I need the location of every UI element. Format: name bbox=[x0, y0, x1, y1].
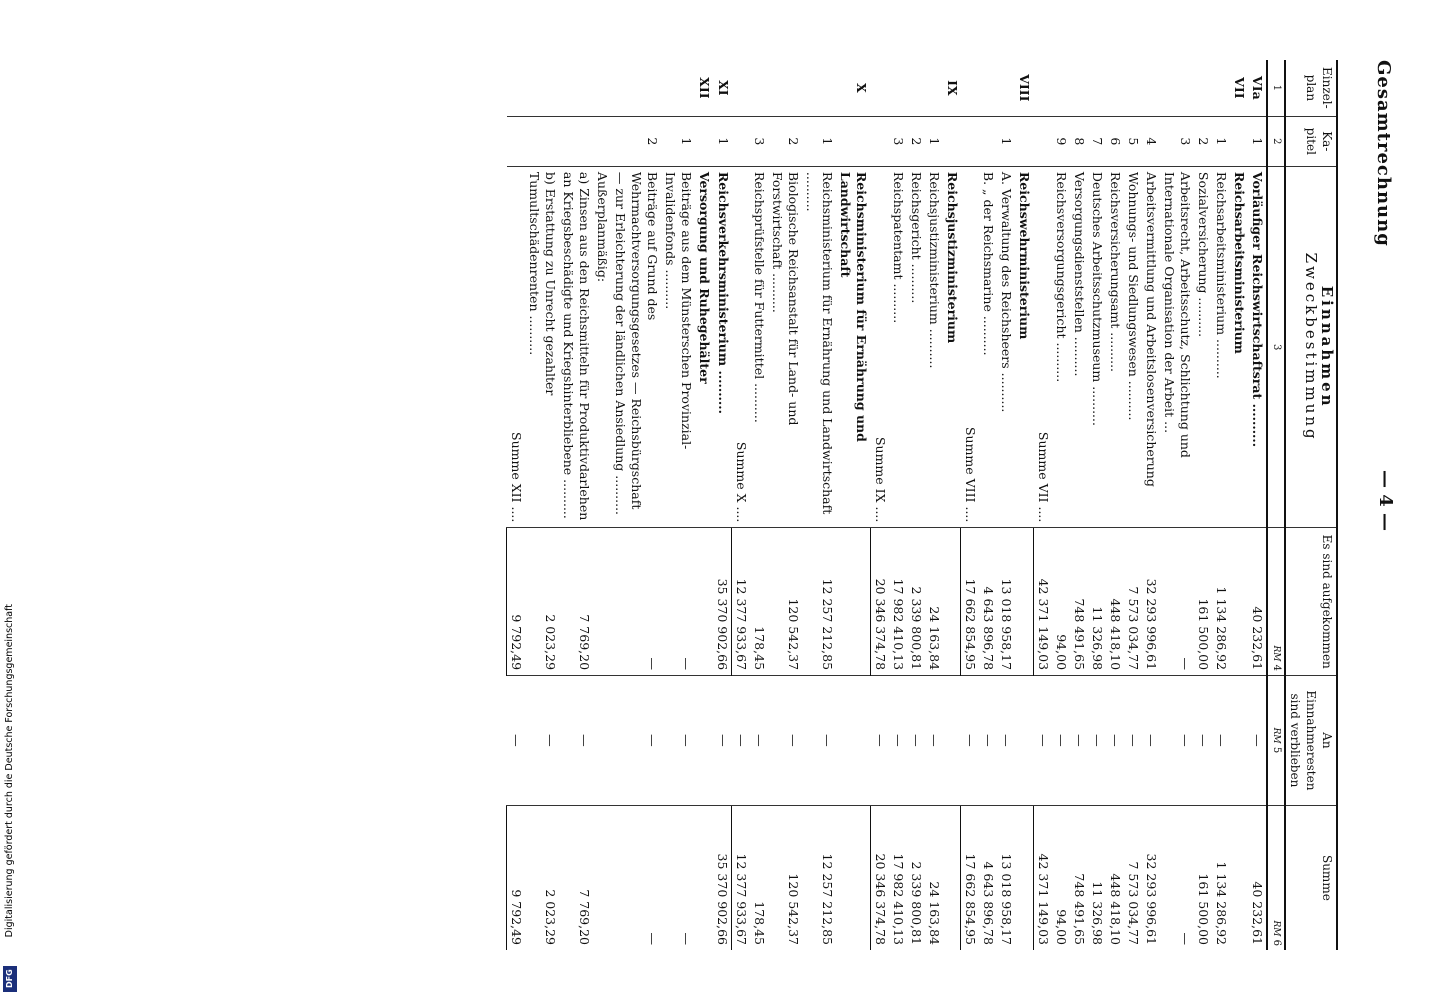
aufgekommen-cell: 13 018 958,17 bbox=[998, 528, 1016, 676]
einnahmereste-cell bbox=[943, 676, 961, 806]
table-row bbox=[1142, 60, 1160, 950]
aufgekommen-cell: 40 232,61 bbox=[1248, 528, 1267, 676]
table-row bbox=[1070, 60, 1088, 950]
description-cell: Wohnungs- und Siedlungswesen .......... bbox=[1124, 166, 1142, 527]
dfg-logo: DFG bbox=[3, 966, 17, 992]
einzelplan-cell bbox=[526, 60, 560, 116]
column-number: 4 bbox=[1271, 664, 1282, 672]
einnahmereste-cell: — bbox=[961, 676, 980, 806]
einzelplan-cell bbox=[751, 60, 769, 116]
aufgekommen-cell: 1 134 286,92 bbox=[1212, 528, 1230, 676]
einnahmereste-cell: — bbox=[998, 676, 1016, 806]
column-number-unit bbox=[1267, 528, 1285, 676]
einzelplan-cell bbox=[980, 60, 998, 116]
einzelplan-cell bbox=[1194, 60, 1212, 116]
einnahmereste-cell: — bbox=[1088, 676, 1106, 806]
kapitel-cell: 1 bbox=[1248, 116, 1267, 166]
aufgekommen-cell bbox=[1230, 528, 1248, 676]
summe-cell: 748 491,65 bbox=[1072, 873, 1087, 945]
sum-row bbox=[1034, 60, 1053, 950]
kapitel-cell: 1 bbox=[662, 116, 696, 166]
description-cell: Summe X .... bbox=[732, 166, 751, 527]
aufgekommen-cell: 12 377 933,67 bbox=[732, 528, 751, 676]
table-row bbox=[1052, 60, 1070, 950]
description-cell: b) Erstattung zu Unrecht gezahlter Tumultschädenrenten .......... bbox=[526, 166, 560, 527]
table-row bbox=[1088, 60, 1106, 950]
einnahmereste-cell: — bbox=[1124, 676, 1142, 806]
summe-cell: — bbox=[1178, 932, 1193, 945]
description-cell: Arbeitsvermittlung und Arbeitslosenversicherung bbox=[1142, 166, 1160, 527]
einnahmereste-cell bbox=[1230, 676, 1248, 806]
kapitel-cell: 1 bbox=[803, 116, 837, 166]
aufgekommen-cell bbox=[594, 528, 612, 676]
summe-cell bbox=[1016, 805, 1034, 950]
summe-cell: 20 346 374,78 bbox=[871, 805, 890, 950]
einnahmereste-cell bbox=[1016, 676, 1034, 806]
description-cell: Reichsgericht .......... bbox=[907, 166, 925, 527]
kapitel-cell: 5 bbox=[1124, 116, 1142, 166]
description-cell: Reichsministerium für Ernährung und Landwirtschaft bbox=[837, 166, 871, 527]
summe-cell: 120 542,37 bbox=[786, 873, 802, 945]
description-cell: a) Zinsen aus den Reichsmitteln für Produktivdarlehen an Kriegsbeschädigte und Kriegshinterbliebene .......... bbox=[560, 166, 594, 527]
einzelplan-cell bbox=[1052, 60, 1070, 116]
kapitel-cell: 9 bbox=[1052, 116, 1070, 166]
description-cell: Reichsministerium für Ernährung und Landwirtschaft .......... bbox=[803, 166, 837, 527]
kapitel-cell bbox=[507, 116, 526, 166]
kapitel-cell: 6 bbox=[1106, 116, 1124, 166]
description-cell: Sozialversicherung .......... bbox=[1194, 166, 1212, 527]
einzelplan-cell bbox=[907, 60, 925, 116]
aufgekommen-cell bbox=[696, 528, 714, 676]
aufgekommen-cell: 161 500,00 bbox=[1194, 528, 1212, 676]
kapitel-cell: 7 bbox=[1088, 116, 1106, 166]
description-cell: Reichsarbeitsministerium .......... bbox=[1212, 166, 1230, 527]
einnahmereste-cell: — bbox=[560, 676, 594, 806]
table-row bbox=[1248, 60, 1267, 950]
einzelplan-cell bbox=[1034, 60, 1053, 116]
kapitel-cell bbox=[594, 116, 612, 166]
einzelplan-cell bbox=[560, 60, 594, 116]
column-number-row bbox=[1267, 60, 1285, 950]
aufgekommen-cell: 20 346 374,78 bbox=[871, 528, 890, 676]
kapitel-cell bbox=[526, 116, 560, 166]
aufgekommen-cell: 2 339 800,81 bbox=[907, 528, 925, 676]
aufgekommen-cell: 94,00 bbox=[1052, 528, 1070, 676]
table-row bbox=[907, 60, 925, 950]
einzelplan-cell bbox=[961, 60, 980, 116]
table-row bbox=[998, 60, 1016, 950]
unit-label: RM bbox=[1271, 645, 1281, 662]
einnahmereste-cell: — bbox=[1142, 676, 1160, 806]
einzelplan-cell bbox=[1160, 60, 1194, 116]
einzelplan-cell bbox=[1070, 60, 1088, 116]
summe-cell: 7 573 034,77 bbox=[1126, 861, 1141, 945]
kapitel-cell bbox=[943, 116, 961, 166]
kapitel-cell bbox=[837, 116, 871, 166]
summe-cell: 448 418,10 bbox=[1108, 873, 1123, 945]
table-row bbox=[980, 60, 998, 950]
summe-cell: 11 326,98 bbox=[1090, 881, 1105, 945]
aufgekommen-cell bbox=[943, 528, 961, 676]
einzelplan-cell bbox=[662, 60, 696, 116]
description-cell: Reichspatentamt .......... bbox=[889, 166, 907, 527]
aufgekommen-cell bbox=[837, 528, 871, 676]
aufgekommen-cell: 2 023,29 bbox=[526, 528, 560, 676]
summe-cell: 1 134 286,92 bbox=[1214, 861, 1229, 945]
sum-row bbox=[961, 60, 980, 950]
revenue-table bbox=[507, 60, 1339, 950]
table-row bbox=[1194, 60, 1212, 950]
credit-text: Digitalisierung gefördert durch die Deutsche Forschungsgemeinschaft bbox=[4, 604, 15, 938]
einnahmereste-cell: — bbox=[803, 676, 837, 806]
einzelplan-cell bbox=[1106, 60, 1124, 116]
table-row bbox=[594, 60, 612, 950]
summe-cell: 40 232,61 bbox=[1250, 881, 1265, 945]
summe-cell: 12 257 212,85 bbox=[820, 853, 836, 945]
description-cell: B. „ der Reichsmarine .......... bbox=[980, 166, 998, 527]
einzelplan-cell bbox=[1088, 60, 1106, 116]
aufgekommen-cell: 35 370 902,66 bbox=[714, 528, 733, 676]
einnahmereste-cell: — bbox=[907, 676, 925, 806]
einzelplan-cell bbox=[889, 60, 907, 116]
header-einzelplan: Einzel-plan bbox=[1285, 60, 1337, 116]
kapitel-cell: 4 bbox=[1142, 116, 1160, 166]
column-number-unit bbox=[1267, 805, 1285, 950]
table-row bbox=[696, 60, 714, 950]
einnahmereste-cell: — bbox=[871, 676, 890, 806]
header-zweckbestimmung: Zweckbestimmung bbox=[1302, 252, 1320, 442]
einzelplan-cell bbox=[594, 60, 612, 116]
einzelplan-cell: VIII bbox=[1016, 60, 1034, 116]
summe-cell bbox=[1230, 805, 1248, 950]
einzelplan-cell bbox=[803, 60, 837, 116]
kapitel-cell bbox=[961, 116, 980, 166]
kapitel-cell bbox=[560, 116, 594, 166]
description-cell: Reichsprüfstelle für Futtermittel .......... bbox=[751, 166, 769, 527]
summe-cell: 35 370 902,66 bbox=[715, 853, 731, 945]
aufgekommen-cell: 11 326,98 bbox=[1088, 528, 1106, 676]
description-cell: Reichsjustizministerium .......... bbox=[925, 166, 943, 527]
table-row bbox=[837, 60, 871, 950]
description-cell: Beiträge auf Grund des Wehrmachtversorgungsgesetzes — Reichsbürgschaft — zur Erleichterung der ländlichen Ansiedlung .......... bbox=[612, 166, 662, 527]
einzelplan-cell: XII bbox=[696, 60, 714, 116]
sum-row bbox=[871, 60, 890, 950]
description-cell: Beiträge aus dem Münsterschen Provinzial-Invalidenfonds .......... bbox=[662, 166, 696, 527]
einzelplan-cell: XI bbox=[714, 60, 733, 116]
aufgekommen-cell: 748 491,65 bbox=[1070, 528, 1088, 676]
header-aufgekommen: Es sind aufgekommen bbox=[1285, 528, 1337, 676]
kapitel-cell: 3 bbox=[1160, 116, 1194, 166]
kapitel-cell: 3 bbox=[889, 116, 907, 166]
kapitel-cell: 1 bbox=[925, 116, 943, 166]
einnahmereste-cell: — bbox=[1160, 676, 1194, 806]
aufgekommen-cell: 7 769,20 bbox=[560, 528, 594, 676]
header-einnahmen-title: Einnahmen bbox=[1318, 285, 1336, 409]
einnahmereste-cell bbox=[594, 676, 612, 806]
kapitel-cell: 8 bbox=[1070, 116, 1088, 166]
einnahmereste-cell: — bbox=[1052, 676, 1070, 806]
header-einnahmereste: An Einnahmeresten sind verblieben bbox=[1285, 676, 1337, 806]
table-row bbox=[612, 60, 662, 950]
header-summe: Summe bbox=[1285, 805, 1337, 950]
summe-cell bbox=[696, 805, 714, 950]
column-number: 5 bbox=[1271, 746, 1282, 754]
kapitel-cell: 2 bbox=[1194, 116, 1212, 166]
aufgekommen-cell bbox=[1016, 528, 1034, 676]
kapitel-cell: 1 bbox=[714, 116, 733, 166]
summe-cell bbox=[594, 805, 612, 950]
header-kapitel: Ka-pitel bbox=[1285, 116, 1337, 166]
summe-cell: 17 662 854,95 bbox=[961, 805, 980, 950]
einnahmereste-cell: — bbox=[526, 676, 560, 806]
description-cell: Vorläufiger Reichswirtschaftsrat .......... bbox=[1248, 166, 1267, 527]
einzelplan-cell bbox=[871, 60, 890, 116]
column-number: 2 bbox=[1267, 116, 1285, 166]
table-row bbox=[662, 60, 696, 950]
einzelplan-cell bbox=[925, 60, 943, 116]
einzelplan-cell bbox=[507, 60, 526, 116]
einnahmereste-cell: — bbox=[1248, 676, 1267, 806]
summe-cell: — bbox=[645, 932, 661, 945]
description-cell: A. Verwaltung des Reichsheers .......... bbox=[998, 166, 1016, 527]
einzelplan-cell: VII bbox=[1230, 60, 1248, 116]
summe-cell: — bbox=[679, 932, 695, 945]
summe-cell: 13 018 958,17 bbox=[999, 853, 1015, 945]
kapitel-cell bbox=[1016, 116, 1034, 166]
description-cell: Reichsverkehrsministerium .......... bbox=[714, 166, 733, 527]
column-number: 3 bbox=[1267, 166, 1285, 527]
einnahmereste-cell: — bbox=[1106, 676, 1124, 806]
einnahmereste-cell: — bbox=[662, 676, 696, 806]
digitization-credit-strip bbox=[0, 0, 22, 1000]
table-row bbox=[1230, 60, 1248, 950]
column-number: 6 bbox=[1271, 939, 1282, 946]
einnahmereste-cell: — bbox=[714, 676, 733, 806]
einnahmereste-cell: — bbox=[980, 676, 998, 806]
summe-cell: 2 023,29 bbox=[543, 889, 559, 945]
description-cell: Reichsversorgungsgericht .......... bbox=[1052, 166, 1070, 527]
summe-cell: 7 769,20 bbox=[577, 889, 593, 945]
aufgekommen-cell: 7 573 034,77 bbox=[1124, 528, 1142, 676]
aufgekommen-cell: 120 542,37 bbox=[769, 528, 803, 676]
kapitel-cell: 2 bbox=[612, 116, 662, 166]
einzelplan-cell: VIa bbox=[1248, 60, 1267, 116]
sum-row bbox=[507, 60, 526, 950]
page-title: Gesamtrechnung bbox=[1373, 60, 1394, 247]
unit-label: RM bbox=[1271, 727, 1281, 744]
einzelplan-cell: X bbox=[837, 60, 871, 116]
aufgekommen-cell: 32 293 996,61 bbox=[1142, 528, 1160, 676]
einnahmereste-cell: — bbox=[732, 676, 751, 806]
kapitel-cell: 1 bbox=[998, 116, 1016, 166]
summe-cell: 2 339 800,81 bbox=[909, 861, 924, 945]
description-cell: Reichsjustizministerium bbox=[943, 166, 961, 527]
summe-cell: 24 163,84 bbox=[927, 881, 942, 945]
kapitel-cell bbox=[980, 116, 998, 166]
sum-row bbox=[732, 60, 751, 950]
aufgekommen-cell: 17 982 410,13 bbox=[889, 528, 907, 676]
table-row bbox=[1106, 60, 1124, 950]
summe-cell bbox=[837, 805, 871, 950]
kapitel-cell bbox=[732, 116, 751, 166]
unit-label: RM bbox=[1271, 920, 1281, 937]
kapitel-cell bbox=[871, 116, 890, 166]
description-cell: Außerplanmäßig: bbox=[594, 166, 612, 527]
kapitel-cell bbox=[1230, 116, 1248, 166]
einzelplan-cell: IX bbox=[943, 60, 961, 116]
einnahmereste-cell: — bbox=[1212, 676, 1230, 806]
einnahmereste-cell: — bbox=[1070, 676, 1088, 806]
table-row bbox=[943, 60, 961, 950]
description-cell: Arbeitsrecht, Arbeitsschutz, Schlichtung und Internationale Organisation der Arbeit ... bbox=[1160, 166, 1194, 527]
rotated-sheet bbox=[56, 40, 1396, 970]
description-cell: Reichsversicherungsamt .......... bbox=[1106, 166, 1124, 527]
aufgekommen-cell: 9 792,49 bbox=[507, 528, 526, 676]
table-row bbox=[925, 60, 943, 950]
table-body bbox=[507, 60, 1267, 950]
description-cell: Summe XII .... bbox=[507, 166, 526, 527]
einnahmereste-cell: — bbox=[612, 676, 662, 806]
einnahmereste-cell bbox=[696, 676, 714, 806]
table-row bbox=[1212, 60, 1230, 950]
aufgekommen-cell: 178,45 bbox=[751, 528, 769, 676]
table-row bbox=[560, 60, 594, 950]
aufgekommen-cell: — bbox=[612, 528, 662, 676]
einnahmereste-cell: — bbox=[925, 676, 943, 806]
aufgekommen-cell: 42 371 149,03 bbox=[1034, 528, 1053, 676]
kapitel-cell bbox=[696, 116, 714, 166]
aufgekommen-cell: 24 163,84 bbox=[925, 528, 943, 676]
aufgekommen-cell: — bbox=[662, 528, 696, 676]
description-cell: Summe VII .... bbox=[1034, 166, 1053, 527]
einzelplan-cell bbox=[1212, 60, 1230, 116]
description-cell: Versorgungsdienststellen .......... bbox=[1070, 166, 1088, 527]
summe-cell: 32 293 996,61 bbox=[1144, 853, 1159, 945]
table-row bbox=[1160, 60, 1194, 950]
einzelplan-cell bbox=[1142, 60, 1160, 116]
description-cell: Reichswehrministerium bbox=[1016, 166, 1034, 527]
summe-cell: 4 643 896,78 bbox=[981, 861, 997, 945]
table-row bbox=[526, 60, 560, 950]
kapitel-cell bbox=[1034, 116, 1053, 166]
einnahmereste-cell bbox=[837, 676, 871, 806]
table-row bbox=[889, 60, 907, 950]
einzelplan-cell bbox=[612, 60, 662, 116]
summe-cell: 42 371 149,03 bbox=[1034, 805, 1053, 950]
summe-cell: 178,45 bbox=[752, 901, 768, 945]
summe-cell: 161 500,00 bbox=[1196, 873, 1211, 945]
einnahmereste-cell: — bbox=[751, 676, 769, 806]
description-cell: Reichsarbeitsministerium bbox=[1230, 166, 1248, 527]
summe-cell: 94,00 bbox=[1054, 909, 1069, 945]
aufgekommen-cell: 448 418,10 bbox=[1106, 528, 1124, 676]
table-row bbox=[751, 60, 769, 950]
summe-cell: 17 982 410,13 bbox=[891, 853, 906, 945]
table-row bbox=[803, 60, 837, 950]
table-row bbox=[1016, 60, 1034, 950]
column-number-unit bbox=[1267, 676, 1285, 806]
kapitel-cell: 3 bbox=[751, 116, 769, 166]
description-cell: Deutsches Arbeitsschutzmuseum .......... bbox=[1088, 166, 1106, 527]
einzelplan-cell bbox=[732, 60, 751, 116]
kapitel-cell: 1 bbox=[1212, 116, 1230, 166]
summe-cell bbox=[943, 805, 961, 950]
kapitel-cell: 2 bbox=[907, 116, 925, 166]
aufgekommen-cell: 4 643 896,78 bbox=[980, 528, 998, 676]
aufgekommen-cell: 12 257 212,85 bbox=[803, 528, 837, 676]
einnahmereste-cell: — bbox=[1034, 676, 1053, 806]
table-row bbox=[714, 60, 733, 950]
einnahmereste-cell: — bbox=[889, 676, 907, 806]
table-row bbox=[1124, 60, 1142, 950]
description-cell: Versorgung und Ruhegehälter bbox=[696, 166, 714, 527]
einzelplan-cell bbox=[769, 60, 803, 116]
description-cell: Summe VIII .... bbox=[961, 166, 980, 527]
kapitel-cell: 2 bbox=[769, 116, 803, 166]
einzelplan-cell bbox=[1124, 60, 1142, 116]
einnahmereste-cell: — bbox=[769, 676, 803, 806]
einnahmereste-cell: — bbox=[1194, 676, 1212, 806]
summe-cell: 12 377 933,67 bbox=[732, 805, 751, 950]
header-einnahmen bbox=[1285, 166, 1337, 527]
aufgekommen-cell: 17 662 854,95 bbox=[961, 528, 980, 676]
einnahmereste-cell: — bbox=[507, 676, 526, 806]
summe-cell: 9 792,49 bbox=[507, 805, 526, 950]
page-number: — 4 — bbox=[1375, 470, 1396, 532]
description-cell: Biologische Reichsanstalt für Land- und Forstwirtschaft .......... bbox=[769, 166, 803, 527]
description-cell: Summe IX .... bbox=[871, 166, 890, 527]
table-row bbox=[769, 60, 803, 950]
column-number: 1 bbox=[1267, 60, 1285, 116]
aufgekommen-cell: — bbox=[1160, 528, 1194, 676]
einzelplan-cell bbox=[998, 60, 1016, 116]
